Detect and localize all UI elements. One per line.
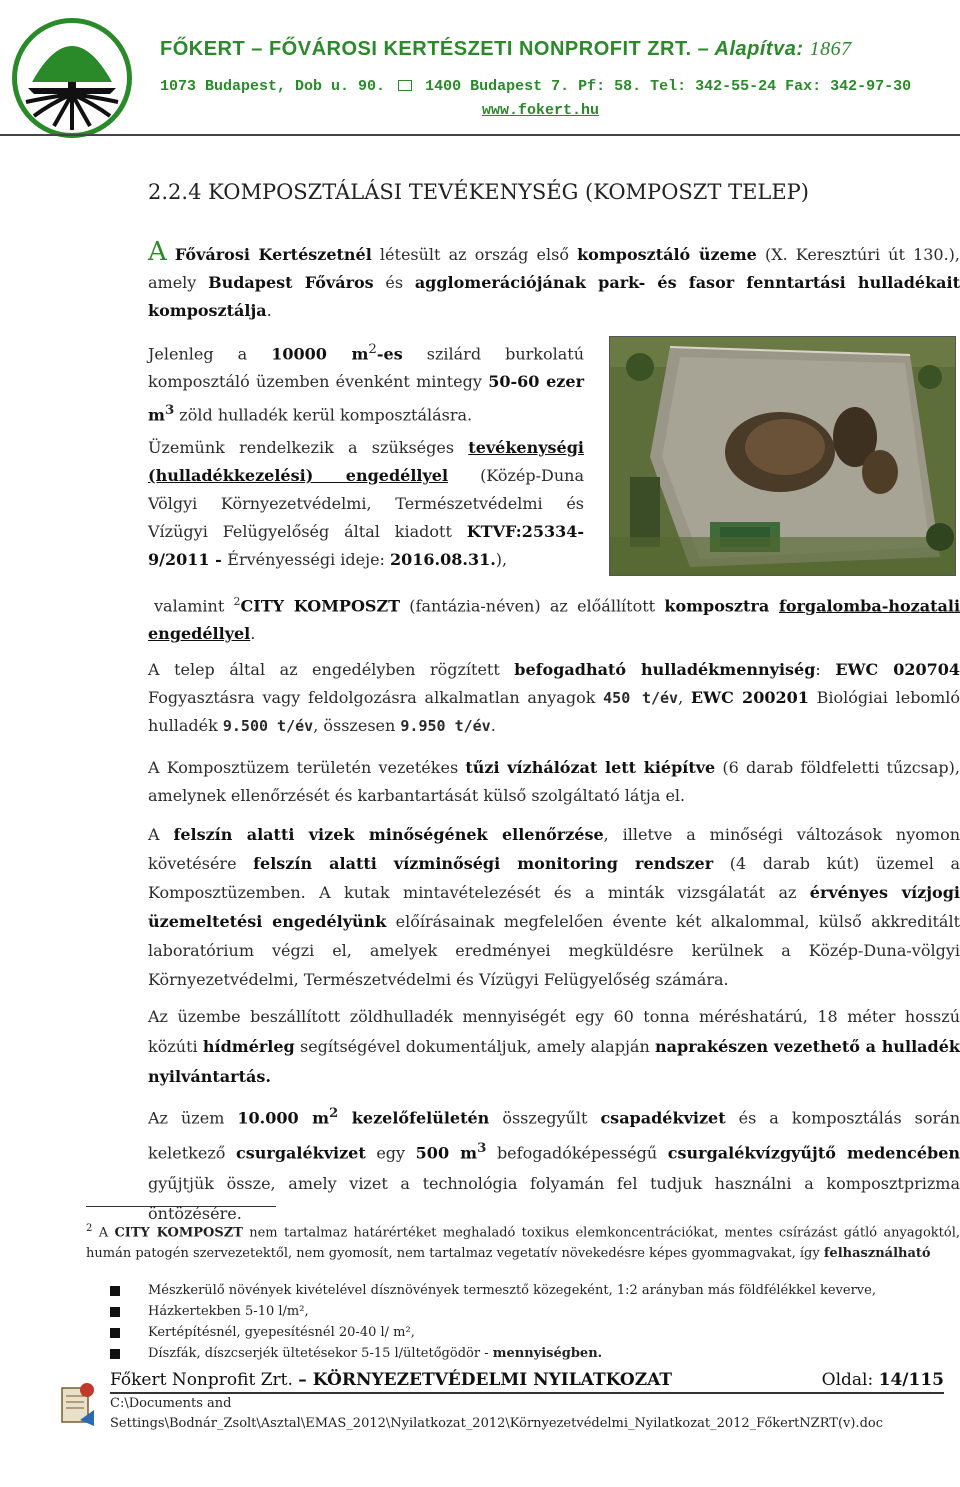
paragraph-intro: A Fővárosi Kertészetnél létesült az ország első komposztáló üzeme (X. Keresztúri út 130.), amely Budapest Főváros és agglomerációjának park- és fasor fenntartási hulladékait komposztálja.: [148, 237, 960, 320]
bullet-square-icon: [110, 1307, 120, 1317]
list-item: Mészkerülő növények kivételével dísznövények termesztő közegeként, 1:2 arányban más földfélékkel keverve,: [86, 1280, 876, 1301]
paragraph-fire-water: A Komposztüzem területén vezetékes tűzi vízhálózat lett kiépítve (6 darab földfeletti tűzcsap), amelynek ellenőrzését és karbantartását külső szolgáltató látja el.: [148, 758, 960, 805]
fokert-tree-logo: [10, 16, 134, 140]
paragraph-permit: Üzemünk rendelkezik a szükséges tevékenységi (hulladékkezelési) engedéllyel (Közép-Duna Völgyi Környezetvédelmi, Természetvédelmi és Vízügyi Felügyelőség által kiadott KTVF:25334-9/2011 - Érvényességi ideje: 2016.08.31.),: [148, 438, 584, 569]
drop-initial: A: [148, 237, 167, 267]
footnote-divider: [86, 1206, 276, 1207]
org-name: FŐKERT – FŐVÁROSI KERTÉSZETI NONPROFIT ZRT. – Alapítva: 1867: [160, 38, 852, 60]
header-address: 1073 Budapest, Dob u. 90. 1400 Budapest 7. Pf: 58. Tel: 342-55-24 Fax: 342-97-30: [160, 78, 912, 95]
bullet-square-icon: [110, 1328, 120, 1338]
header-divider: [0, 134, 960, 136]
bullet-square-icon: [110, 1286, 120, 1296]
footer-company: Főkert Nonprofit Zrt.: [110, 1370, 293, 1390]
founded-label: – Alapítva:: [697, 38, 804, 60]
paragraph-weighbridge: Az üzembe beszállított zöldhulladék mennyiségét egy 60 tonna méréshatárú, 18 méter hosszú közúti hídmérleg segítségével dokumentáljuk, amely alapján naprakészen vezethető a hulladék nyilvántartás.: [148, 1007, 960, 1086]
footer-page-number: Oldal: 14/115: [821, 1370, 944, 1390]
founded-year: 1867: [809, 38, 852, 60]
website-link[interactable]: www.fokert.hu: [482, 102, 600, 119]
footer-doc-title: KÖRNYEZETVÉDELMI NYILATKOZAT: [312, 1370, 673, 1390]
paragraph-leachate: Az üzem 10.000 $m^2$ kezelőfelületén összegyűlt csapadékvizet és a komposztálás során keletkező csurgalékvizet egy 500 $m^3$ befogadóképességű csurgalékvízgyűjtő medencében gyűjtjük össze, amely vizet a technológia folyamán fel tudjuk használni a komposztprizma öntözésére.: [148, 1105, 960, 1223]
compost-site-aerial-photo: [609, 336, 956, 576]
footnote-text: $^2$ A CITY KOMPOSZT nem tartalmaz határértéket meghaladó toxikus elemkoncentrációkat, mentes csírázást gátló anyagoktól, humán patogén szervezetektől, nem gyomosít, nem tartalmaz vegetatív növekedésre képes gyommagvakat, így felhasználható: [86, 1223, 960, 1262]
document-clipart-icon: [58, 1380, 96, 1430]
paragraph-waste-quantity: A telep által az engedélyben rögzített befogadható hulladékmennyiség: EWC 020704 Fogyasztásra vagy feldolgozásra alkalmatlan anyagok 450 t/év, EWC 200201 Biológiai lebomló hulladék 9.500 t/év, összesen 9.950 t/év.: [148, 660, 960, 735]
footnote-usage-list: [86, 1280, 876, 1364]
paragraph-groundwater: A felszín alatti vizek minőségének ellenőrzése, illetve a minőségi változások nyomon követésére felszín alatti vízminőségi monitoring rendszer (4 darab kút) üzemel a Komposztüzemben. A kutak mintavételezését és a minták vizsgálatát az érvényes vízjogi üzemeltetési engedélyünk előírásainak megfelelően évente két alkalommal, külső akkreditált laboratórium végzi el, amelyek eredményei megküldésre kerülnek a Közép-Duna-völgyi Környezetvédelmi, Természetvédelmi és Vízügyi Felügyelőség számára.: [148, 825, 960, 989]
section-heading: 2.2.4 KOMPOSZTÁLÁSI TEVÉKENYSÉG (KOMPOSZT TELEP): [148, 180, 809, 204]
list-item: Kertépítésnél, gyepesítésnél 20-40 l/ m²,: [86, 1322, 876, 1343]
bullet-square-icon: [110, 1349, 120, 1359]
footer-title-line: Főkert Nonprofit Zrt. – KÖRNYEZETVÉDELMI NYILATKOZAT Oldal: 14/115: [110, 1370, 944, 1390]
list-item: Díszfák, díszcserjék ültetésekor 5-15 l/ültetőgödör - mennyiségben.: [86, 1343, 876, 1364]
list-item: Házkertekben 5-10 l/m²,: [86, 1301, 876, 1322]
paragraph-city-komposzt: valamint $^2$CITY KOMPOSZT (fantázia-néven) az előállított komposztra forgalomba-hozatali engedéllyel.: [148, 595, 960, 644]
footer-file-path: C:\Documents and Settings\Bodnár_Zsolt\Asztal\EMAS_2012\Nyilatkozat_2012\Környezetvédelmi_Nyilatkozat_2012_FőkertNZRT(v).doc: [110, 1396, 883, 1431]
envelope-icon: [398, 80, 412, 91]
paragraph-capacity: Jelenleg a 10000 $m^2-es$ szilárd burkolatú komposztáló üzemben évenként mintegy 50-60 ezer $m^3$ zöld hulladék kerül komposztálásra.: [148, 342, 585, 425]
